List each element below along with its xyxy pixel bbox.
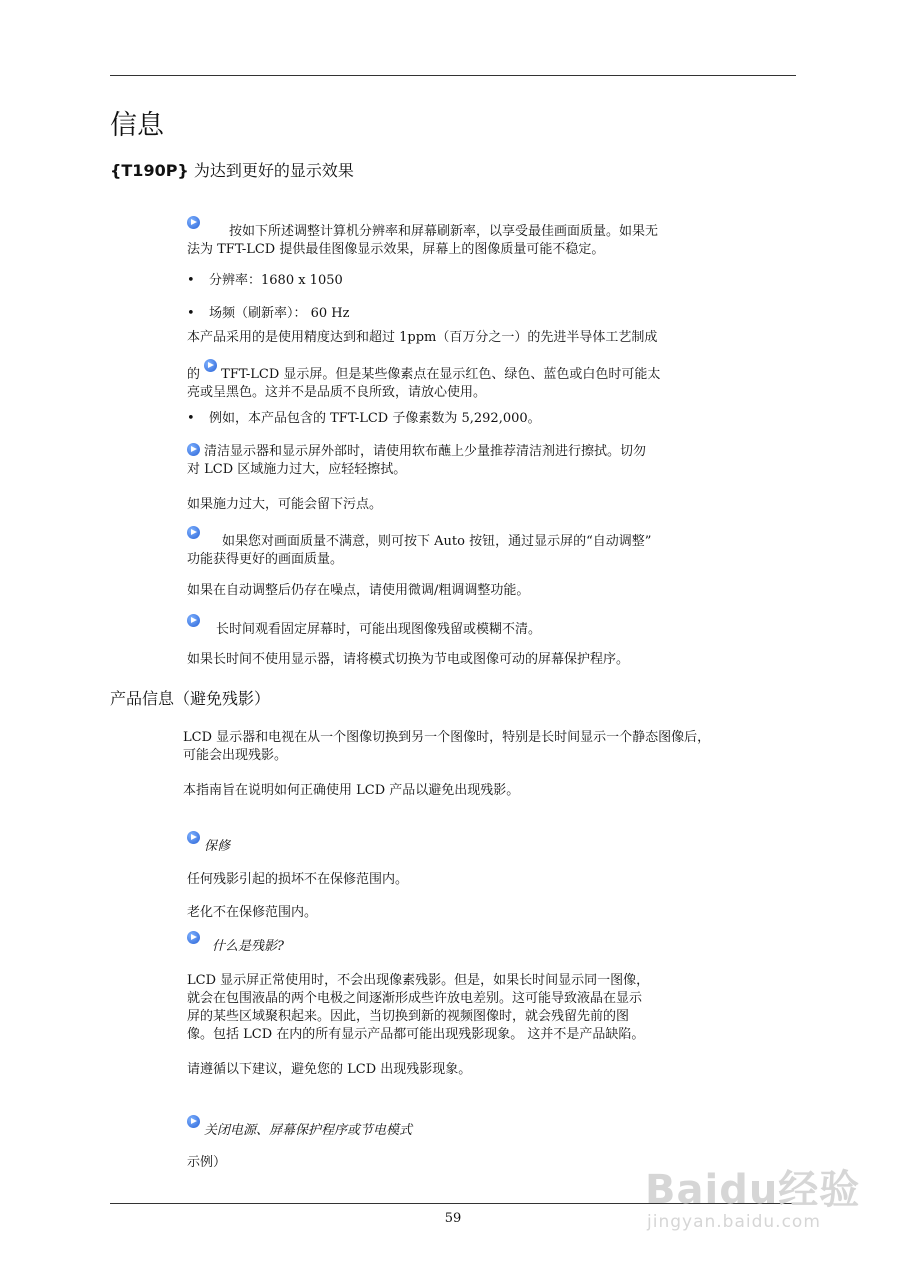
- bullet-dot-icon: •: [187, 273, 195, 288]
- arrow-bullet-icon: [187, 526, 200, 539]
- bullet-dot-icon: •: [187, 306, 195, 321]
- what-is-line-4: 像。包括 LCD 在内的所有显示产品都可能出现残影现象。 这并不是产品缺陷。: [187, 1027, 645, 1042]
- bullet-refresh: [187, 305, 350, 323]
- cleaning-line-1: 清洁显示器和显示屏外部时，请使用软布蘸上少量推荐清洁剂进行擦拭。切勿: [204, 444, 647, 459]
- arrow-bullet-icon: [187, 614, 200, 627]
- precision-line-2: TFT-LCD 显示屏。但是某些像素点在显示红色、绿色、蓝色或白色时可能太: [221, 367, 661, 382]
- arrow-bullet-icon: [187, 443, 200, 456]
- auto-adjust-line-2: 功能获得更好的画面质量。: [187, 552, 344, 567]
- warranty-heading: [187, 831, 230, 856]
- page-number: 59: [444, 1211, 462, 1226]
- section2-paragraph-1: [183, 729, 710, 765]
- refresh-text: 场频（刷新率）： 60 Hz: [209, 306, 350, 321]
- intro-line-1: 按如下所述调整计算机分辨率和屏幕刷新率，以享受最佳画面质量。如果无: [229, 224, 659, 239]
- power-off-example: 示例）: [187, 1155, 227, 1170]
- warranty-line-1: 任何残影引起的损坏不在保修范围内。: [187, 872, 409, 887]
- bullet-dot-icon: •: [187, 411, 195, 426]
- watermark-logo: Baidu经验: [645, 1167, 861, 1213]
- cleaning-note: 如果施力过大，可能会留下污点。: [187, 497, 383, 512]
- subpixels-text: 例如，本产品包含的 TFT-LCD 子像素数为 5,292,000。: [209, 411, 541, 426]
- model-number: {T190P}: [110, 161, 189, 180]
- what-is-paragraph: [187, 972, 649, 1044]
- section2-p1-line-2: 可能会出现残影。: [183, 748, 288, 763]
- subtitle-text: 为达到更好的显示效果: [193, 161, 354, 180]
- auto-adjust-paragraph: [187, 526, 651, 569]
- precision-line-3: 亮或呈黑色。这并不是品质不良所致，请放心使用。: [187, 385, 487, 400]
- page-subtitle: [110, 160, 354, 182]
- arrow-bullet-icon: [187, 216, 200, 229]
- bullet-resolution: [187, 272, 343, 290]
- power-off-heading: [187, 1115, 412, 1140]
- section2-p1-line-1: LCD 显示器和电视在从一个图像切换到另一个图像时，特别是长时间显示一个静态图像后，: [183, 730, 711, 745]
- intro-line-2: 法为 TFT-LCD 提供最佳图像显示效果，屏幕上的图像质量可能不稳定。: [187, 242, 605, 257]
- precision-paragraph: [187, 329, 660, 402]
- precision-line-1: 本产品采用的是使用精度达到和超过 1ppm（百万分之一）的先进半导体工艺制成: [187, 330, 658, 345]
- arrow-bullet-icon: [187, 831, 200, 844]
- what-is-advice: 请遵循以下建议，避免您的 LCD 出现残影现象。: [187, 1062, 472, 1077]
- baidu-watermark: [645, 1168, 860, 1232]
- what-is-line-3: 屏的某些区域聚积起来。因此，当切换到新的视频图像时，就会残留先前的图: [187, 1009, 630, 1024]
- what-is-line-1: LCD 显示屏正常使用时，不会出现像素残影。但是，如果长时间显示同一图像，: [187, 973, 650, 988]
- warranty-heading-text: 保修: [204, 839, 231, 854]
- arrow-bullet-icon: [187, 1115, 200, 1128]
- auto-adjust-note: 如果在自动调整后仍存在噪点，请使用微调/粗调调整功能。: [187, 583, 530, 598]
- top-rule: [110, 75, 796, 76]
- arrow-bullet-icon: [204, 359, 217, 372]
- arrow-bullet-icon: [187, 931, 200, 944]
- fixed-screen-paragraph: [187, 614, 541, 639]
- resolution-text: 分辨率：1680 x 1050: [209, 273, 343, 288]
- bullet-subpixels: [187, 410, 541, 428]
- section-title-image-retention: 产品信息（避免残影）: [110, 689, 271, 708]
- cleaning-paragraph: [187, 443, 646, 479]
- intro-paragraph: [187, 216, 658, 259]
- section2-paragraph-2: 本指南旨在说明如何正确使用 LCD 产品以避免出现残影。: [183, 783, 520, 798]
- precision-line-2-prefix: 的: [187, 367, 201, 382]
- fixed-screen-note: 如果长时间不使用显示器，请将模式切换为节电或图像可动的屏幕保护程序。: [187, 652, 630, 667]
- fixed-screen-line-1: 长时间观看固定屏幕时，可能出现图像残留或模糊不清。: [216, 622, 542, 637]
- what-is-heading: [187, 931, 284, 956]
- page-title: 信息: [110, 110, 164, 141]
- what-is-line-2: 就会在包围液晶的两个电极之间逐渐形成些许放电差别。这可能导致液晶在显示: [187, 991, 643, 1006]
- auto-adjust-line-1: 如果您对画面质量不满意，则可按下 Auto 按钮，通过显示屏的“自动调整”: [222, 534, 652, 549]
- power-off-heading-text: 关闭电源、屏幕保护程序或节电模式: [204, 1123, 413, 1138]
- warranty-line-2: 老化不在保修范围内。: [187, 905, 318, 920]
- cleaning-line-2: 对 LCD 区域施力过大，应轻轻擦拭。: [187, 462, 407, 477]
- watermark-url: jingyan.baidu.com: [647, 1212, 821, 1232]
- what-is-heading-text: 什么是残影?: [212, 939, 284, 954]
